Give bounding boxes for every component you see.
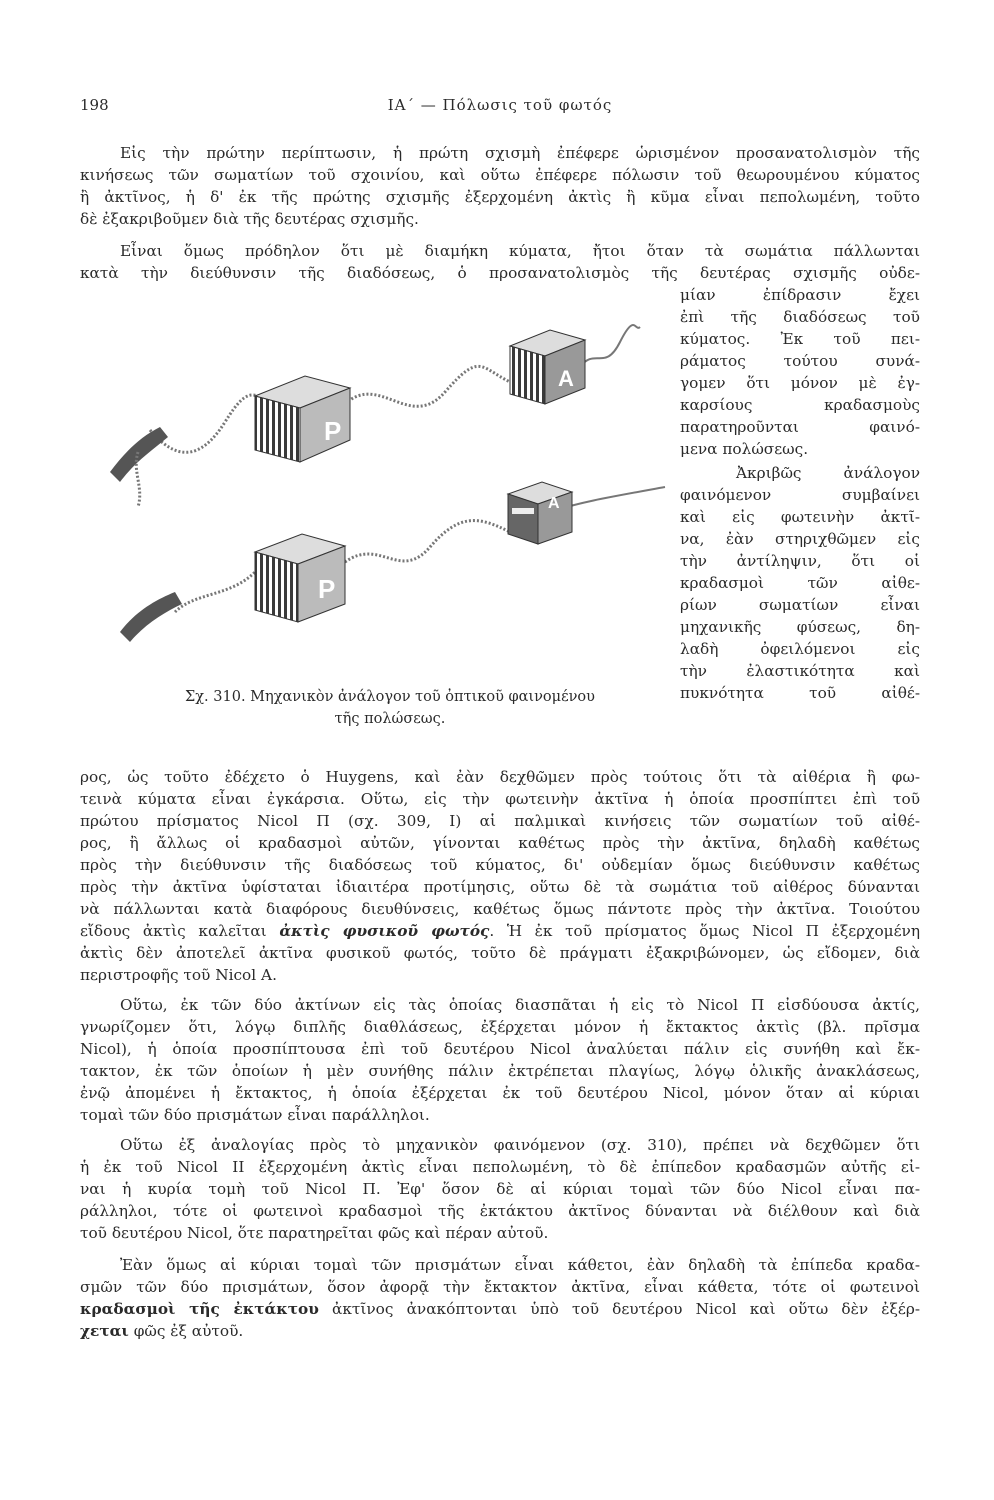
paragraph-3-line: ρος, ὡς τοῦτο ἐδέχετο ὁ Huygens, καὶ ἐὰν δεχθῶμεν πρὸς τούτοις ὅτι τὰ αἰθέρια ἢ φω-: [80, 768, 920, 786]
paragraph-3-side-line: κραδασμοὶ τῶν αἰθε-: [680, 574, 920, 592]
box-label-front: P: [324, 416, 342, 446]
running-title: ΙΑ΄ — Πόλωσις τοῦ φωτός: [387, 96, 613, 114]
paragraph-4-line: γνωρίζομεν ὅτι, λόγῳ διπλῆς διαθλάσεως, ἐξέρχεται μόνον ἡ ἔκτακτος ἀκτὶς (βλ. πρῖσμα: [80, 1018, 920, 1036]
box-label-back: A: [558, 366, 574, 391]
paragraph-2-line: κατὰ τὴν διεύθυνσιν τῆς διαδόσεως, ὁ προσανατολισμὸς τῆς δευτέρας σχισμῆς οὐδε-: [80, 264, 920, 282]
rope-upper-right: [580, 325, 640, 367]
paragraph-3-line: πρὸς τὴν ἀκτῖνα ὑφίσταται ἰδιαιτέρα προτίμησις, οὕτω δὲ τὰ σωμάτια τοῦ αἰθέρος δύνανται: [80, 878, 920, 896]
paragraph-3-side-line: ρίων σωματίων εἶναι: [680, 596, 920, 614]
term-natural-light-ray: ἀκτὶς φυσικοῦ φωτός: [279, 922, 490, 940]
paragraph-3-line: ρος, ἢ ἄλλως οἱ κραδασμοὶ αὐτῶν, γίνονται καθέτως πρὸς τὴν ἀκτῖνα, δηλαδὴ καθέτως: [80, 834, 920, 852]
figure-caption: Σχ. 310. Μηχανικὸν ἀνάλογον τοῦ ὀπτικοῦ φαινομένου: [185, 689, 595, 705]
paragraph-3-side-line: λαδὴ ὀφειλόμενοι εἰς: [680, 640, 920, 658]
upper-apparatus: [110, 325, 640, 507]
paragraph-5-line: ἡ ἐκ τοῦ Nicol II ἐξερχομένη ἀκτὶς εἶναι πεπολωμένη, τὸ δὲ ἐπίπεδον κραδασμῶν αὐτῆς εἰ-: [80, 1158, 920, 1176]
paragraph-2-side-line: κύματος. Ἐκ τοῦ πει-: [680, 330, 920, 348]
paragraph-1-line: Εἰς τὴν πρώτην περίπτωσιν, ἡ πρώτη σχισμὴ ἐπέφερε ὡρισμένον προσανατολισμὸν τῆς: [120, 144, 920, 162]
paragraph-1-line: κινήσεως τῶν σωματίων τοῦ σχοινίου, καὶ οὕτω ἐπέφερε πόλωσιν τοῦ θεωρουμένου κύματος: [80, 166, 920, 184]
paragraph-2-side-line: γομεν ὅτι μόνον μὲ ἐγ-: [680, 374, 920, 392]
box-a-upper: [510, 330, 585, 404]
rope-lower-left: [175, 572, 255, 612]
paragraph-3-side-line: να, ἐὰν στηριχθῶμεν εἰς: [680, 530, 920, 548]
paragraph-2-side-line: μενα πολώσεως.: [680, 440, 809, 458]
paragraph-4-line: ἐνῷ ἀπομένει ἡ ἔκτακτος, ἡ ὁποία ἐξέρχεται ἐκ τοῦ δευτέρου Nicol, μόνον ὅταν αἱ κύριαι: [80, 1084, 920, 1102]
paragraph-3-line: πρώτου πρίσματος Nicol Π (σχ. 309, Ι) αἱ παλμικαὶ κινήσεις τῶν σωματίων τοῦ αἰθέ-: [80, 812, 920, 830]
box-label-front: P: [318, 574, 336, 604]
rope-upper-middle: [345, 366, 510, 406]
text-run: . Ἡ ἐκ τοῦ πρίσματος ὅμως Nicol Π ἐξερχομένη: [489, 922, 921, 940]
paragraph-4-line: Nicol), ἡ ὁποία προσπίπτουσα ἐπὶ τοῦ δευτέρου Nicol ἀναλύεται πάλιν εἰς συνήθη καὶ ἔκ-: [80, 1040, 920, 1058]
lower-apparatus: [120, 482, 665, 642]
paragraph-4-line: τομαὶ τῶν δύο πρισμάτων εἶναι παράλληλοι.: [80, 1106, 430, 1124]
paragraph-2-side-line: ἐπὶ τῆς διαδόσεως τοῦ: [680, 308, 920, 326]
paragraph-1-line: ἢ ἀκτῖνος, ἡ δ' ἐκ τῆς πρώτης σχισμῆς ἐξερχομένη ἀκτὶς ἢ κῦμα εἶναι πεπολωμένη, τοῦτο: [80, 188, 920, 206]
paragraph-3-side-line: φαινόμενον συμβαίνει: [680, 486, 920, 504]
figure-caption: τῆς πολώσεως.: [334, 711, 446, 727]
rope-lower-middle: [345, 521, 510, 562]
paragraph-5-line: Οὕτω ἐξ ἀναλογίας πρὸς τὸ μηχανικὸν φαινόμενον (σχ. 310), πρέπει νὰ δεχθῶμεν ὅτι: [120, 1136, 920, 1154]
paragraph-2-side-line: μίαν ἐπίδρασιν ἔχει: [680, 286, 920, 304]
paragraph-4-line: τακτον, ἐκ τῶν ὁποίων ἡ μὲν συνήθης πάλιν ἐκτρέπεται πλαγίως, λόγῳ ὁλικῆς ἀνακλάσεως,: [80, 1062, 920, 1080]
paragraph-3-side-line: πυκνότητα τοῦ αἰθέ-: [680, 684, 920, 702]
paragraph-2-side-line: καρσίους κραδασμοὺς: [680, 396, 920, 414]
box-label-back: A: [548, 495, 560, 512]
paragraph-3-line: πρὸς τὴν διεύθυνσιν τῆς διαδόσεως τοῦ κύματος, δι' οὐδεμίαν ὅμως διεύθυνσιν καθέτως: [80, 856, 920, 874]
paragraph-3-line: περιστροφῆς τοῦ Nicol Α.: [80, 966, 277, 984]
horizontal-slit: [512, 508, 534, 514]
box-p-upper: [255, 376, 350, 462]
paragraph-2-side-line: παρατηροῦνται φαινό-: [680, 418, 920, 436]
paragraph-2-side-line: ράματος τούτου συνά-: [680, 352, 920, 370]
paragraph-3-line: τεινὰ κύματα εἶναι ἐγκάρσια. Οὕτω, εἰς τὴν φωτεινὴν ἀκτῖνα ἡ ὁποία προσπίπτει ἐπὶ τοῦ: [80, 790, 920, 808]
hand-icon: [120, 592, 182, 642]
box-a-lower: [508, 482, 572, 544]
paragraph-4-line: Οὕτω, ἐκ τῶν δύο ἀκτίνων εἰς τὰς ὁποίας διασπᾶται ἡ εἰς τὸ Nicol Π εἰσδύουσα ἀκτίς,: [120, 996, 920, 1014]
paragraph-3-side-line: μηχανικῆς φύσεως, δη-: [680, 618, 920, 636]
paragraph-3-line: ἀκτὶς δὲν ἀποτελεῖ ἀκτῖνα φυσικοῦ φωτός, τοῦτο δὲ πράγματι ἐξακριβώνομεν, ὡς εἴδομεν, διὰ: [80, 944, 920, 962]
running-header: [80, 96, 920, 120]
paragraph-3-side-line: καὶ εἰς φωτεινὴν ἀκτῖ-: [680, 508, 920, 526]
paragraph-5-line: ράλληλοι, τότε οἱ φωτεινοὶ κραδασμοὶ τῆς ἐκτάκτου ἀκτῖνος δύνανται νὰ διέλθουν καὶ διὰ: [80, 1202, 920, 1220]
paragraph-6-line: [80, 1298, 920, 1320]
text-run: ἀκτῖνος ἀνακόπτονται ὑπὸ τοῦ δευτέρου Nicol καὶ οὕτω δὲν ἐξέρ-: [318, 1300, 920, 1318]
paragraph-3-side-line: τὴν ἐλαστικότητα καὶ: [680, 662, 920, 680]
paragraph-5-line: τοῦ δευτέρου Nicol, ὅτε παρατηρεῖται φῶς καὶ πέραν αὐτοῦ.: [80, 1224, 549, 1242]
paragraph-6-line: [80, 1320, 920, 1342]
hand-icon: [110, 427, 168, 482]
figure-rope-slits: [80, 312, 670, 652]
paragraph-5-line: ναι ἡ κυρία τομὴ τοῦ Nicol Π. Ἐφ' ὅσον δὲ αἱ κύριαι τομαὶ τῶν δύο Nicol εἶναι πα-: [80, 1180, 920, 1198]
paragraph-3-line: νὰ πάλλωνται κατὰ διαφόρους διευθύνσεις, καθέτως ὅμως πάντοτε πρὸς τὴν ἀκτῖνα. Τοιούτου: [80, 900, 920, 918]
paragraph-1-line: δὲ ἐξακριβοῦμεν διὰ τῆς δευτέρας σχισμῆς.: [80, 210, 419, 228]
text-run-bold: κραδασμοὶ τῆς ἐκτάκτου: [80, 1300, 319, 1318]
page-number: 198: [80, 96, 109, 114]
text-run-bold: χεται: [80, 1322, 129, 1340]
paragraph-3-side-line: τὴν ἀντίληψιν, ὅτι οἱ: [680, 552, 920, 570]
text-run: φῶς ἐξ αὐτοῦ.: [128, 1322, 244, 1340]
paragraph-6-line: σμῶν τῶν δύο πρισμάτων, ὅσον ἀφορᾷ τὴν ἔκτακτον ἀκτῖνα, εἶναι κάθετα, τότε οἱ φωτεινοὶ: [80, 1278, 920, 1296]
paragraph-3-side-line: Ἀκριβῶς ἀνάλογον: [736, 464, 920, 482]
paragraph-2-line: Εἶναι ὅμως πρόδηλον ὅτι μὲ διαμήκη κύματα, ἤτοι ὅταν τὰ σωμάτια πάλλωνται: [120, 242, 920, 260]
box-p-lower: [255, 534, 345, 622]
paragraph-3-line: [80, 920, 920, 942]
paragraph-6-line: Ἐὰν ὅμως αἱ κύριαι τομαὶ τῶν πρισμάτων εἶναι κάθετοι, ἐὰν δηλαδὴ τὰ ἐπίπεδα κραδα-: [120, 1256, 920, 1274]
text-run: εἴδους ἀκτὶς καλεῖται: [80, 922, 280, 940]
